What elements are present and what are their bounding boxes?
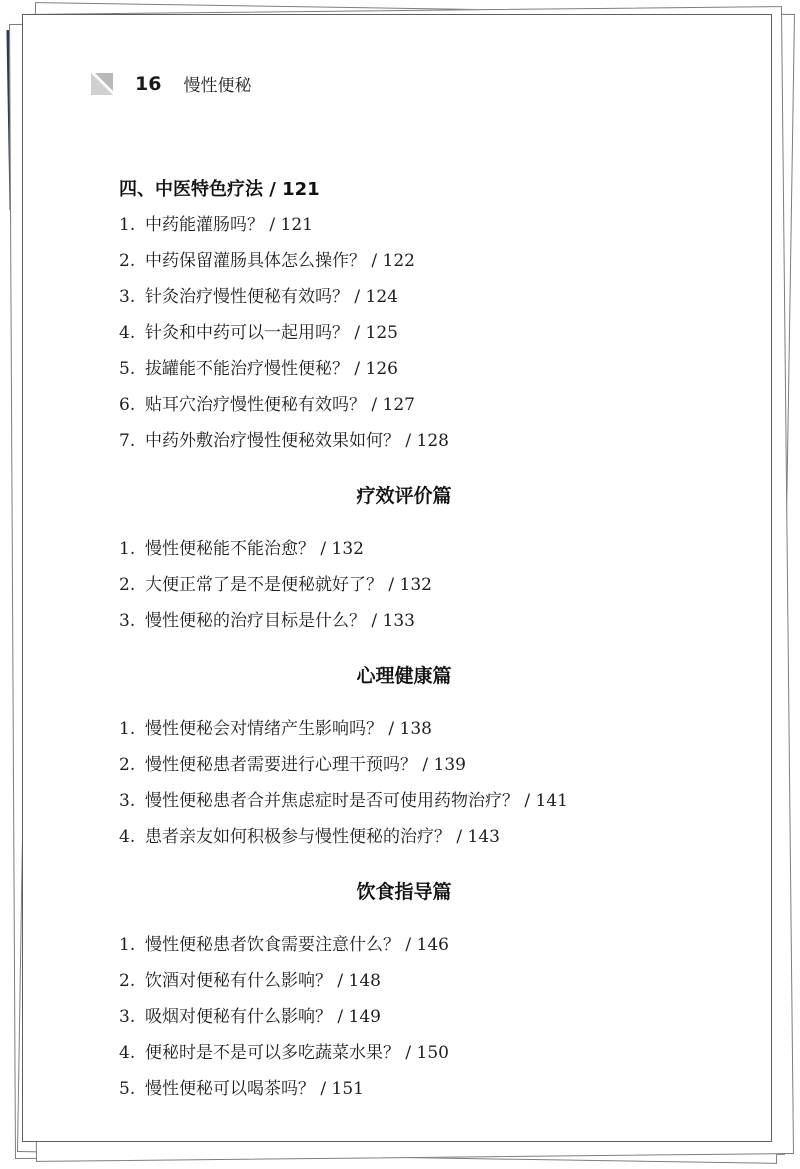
entry-number: 4.: [119, 1043, 136, 1063]
entry-number: 1.: [119, 539, 136, 559]
entry-number: 5.: [119, 359, 136, 379]
book-page: [22, 14, 772, 1142]
page-number: 16: [135, 72, 162, 95]
entry-number: 5.: [119, 1079, 136, 1099]
entry-number: 2.: [119, 971, 136, 991]
toc-entry: [119, 603, 719, 639]
entry-text: 拔罐能不能治疗慢性便秘？ / 126: [145, 359, 398, 379]
entry-text: 便秘时是不是可以多吃蔬菜水果？ / 150: [145, 1043, 449, 1063]
entry-number: 3.: [119, 791, 136, 811]
toc-entry: [119, 567, 719, 603]
entry-text: 饮酒对便秘有什么影响？ / 148: [145, 971, 381, 991]
entry-text: 针灸和中药可以一起用吗？ / 125: [145, 323, 398, 343]
entry-text: 大便正常了是不是便秘就好了？ / 132: [145, 575, 432, 595]
toc-entry: [119, 279, 719, 315]
entry-number: 6.: [119, 395, 136, 415]
toc-entry: [119, 963, 719, 999]
toc-entry: [119, 387, 719, 423]
entry-text: 中药外敷治疗慢性便秘效果如何？ / 128: [145, 431, 449, 451]
entry-number: 3.: [119, 287, 136, 307]
entry-text: 慢性便秘能不能治愈？ / 132: [145, 539, 364, 559]
entry-text: 慢性便秘的治疗目标是什么？ / 133: [145, 611, 415, 631]
section-title: 疗效评价篇: [356, 485, 452, 507]
page-header: [91, 71, 251, 96]
entry-number: 3.: [119, 1007, 136, 1027]
entry-text: 慢性便秘可以喝茶吗？ / 151: [145, 1079, 364, 1099]
toc-entry: [119, 531, 719, 567]
toc-entry: [119, 1035, 719, 1071]
entry-text: 慢性便秘患者合并焦虑症时是否可使用药物治疗？ / 141: [145, 791, 568, 811]
toc-entry: [119, 351, 719, 387]
toc-entry: [119, 927, 719, 963]
toc-entry: [119, 243, 719, 279]
entry-number: 2.: [119, 575, 136, 595]
table-of-contents: [119, 171, 719, 1107]
entry-text: 贴耳穴治疗慢性便秘有效吗？ / 127: [145, 395, 415, 415]
corner-decoration-icon: [91, 73, 113, 95]
entry-number: 1.: [119, 935, 136, 955]
entry-text: 慢性便秘患者需要进行心理干预吗？ / 139: [145, 755, 466, 775]
entry-text: 患者亲友如何积极参与慢性便秘的治疗？ / 143: [145, 827, 500, 847]
entry-text: 中药能灌肠吗？ / 121: [145, 215, 313, 235]
entry-number: 4.: [119, 323, 136, 343]
entry-text: 中药保留灌肠具体怎么操作？ / 122: [145, 251, 415, 271]
toc-entry: [119, 783, 719, 819]
section-title: 饮食指导篇: [356, 881, 452, 903]
entry-text: 慢性便秘会对情绪产生影响吗？ / 138: [145, 719, 432, 739]
entry-number: 3.: [119, 611, 136, 631]
toc-entry: [119, 1071, 719, 1107]
entry-text: 针灸治疗慢性便秘有效吗？ / 124: [145, 287, 398, 307]
toc-entry: [119, 315, 719, 351]
toc-entry: [119, 711, 719, 747]
book-title: 慢性便秘: [183, 76, 252, 96]
toc-entry: [119, 999, 719, 1035]
entry-number: 1.: [119, 719, 136, 739]
subsection-title: 四、中医特色疗法 / 121: [119, 179, 320, 200]
entry-text: 慢性便秘患者饮食需要注意什么？ / 146: [145, 935, 449, 955]
entry-number: 2.: [119, 251, 136, 271]
toc-entry: [119, 747, 719, 783]
entry-number: 4.: [119, 827, 136, 847]
entry-number: 2.: [119, 755, 136, 775]
section-title: 心理健康篇: [356, 665, 452, 687]
subsection-list: [119, 207, 719, 459]
toc-entry: [119, 819, 719, 855]
toc-entry: [119, 423, 719, 459]
entry-text: 吸烟对便秘有什么影响？ / 149: [145, 1007, 381, 1027]
entry-number: 7.: [119, 431, 136, 451]
sections-container: [119, 479, 719, 1107]
entry-number: 1.: [119, 215, 136, 235]
toc-entry: [119, 207, 719, 243]
